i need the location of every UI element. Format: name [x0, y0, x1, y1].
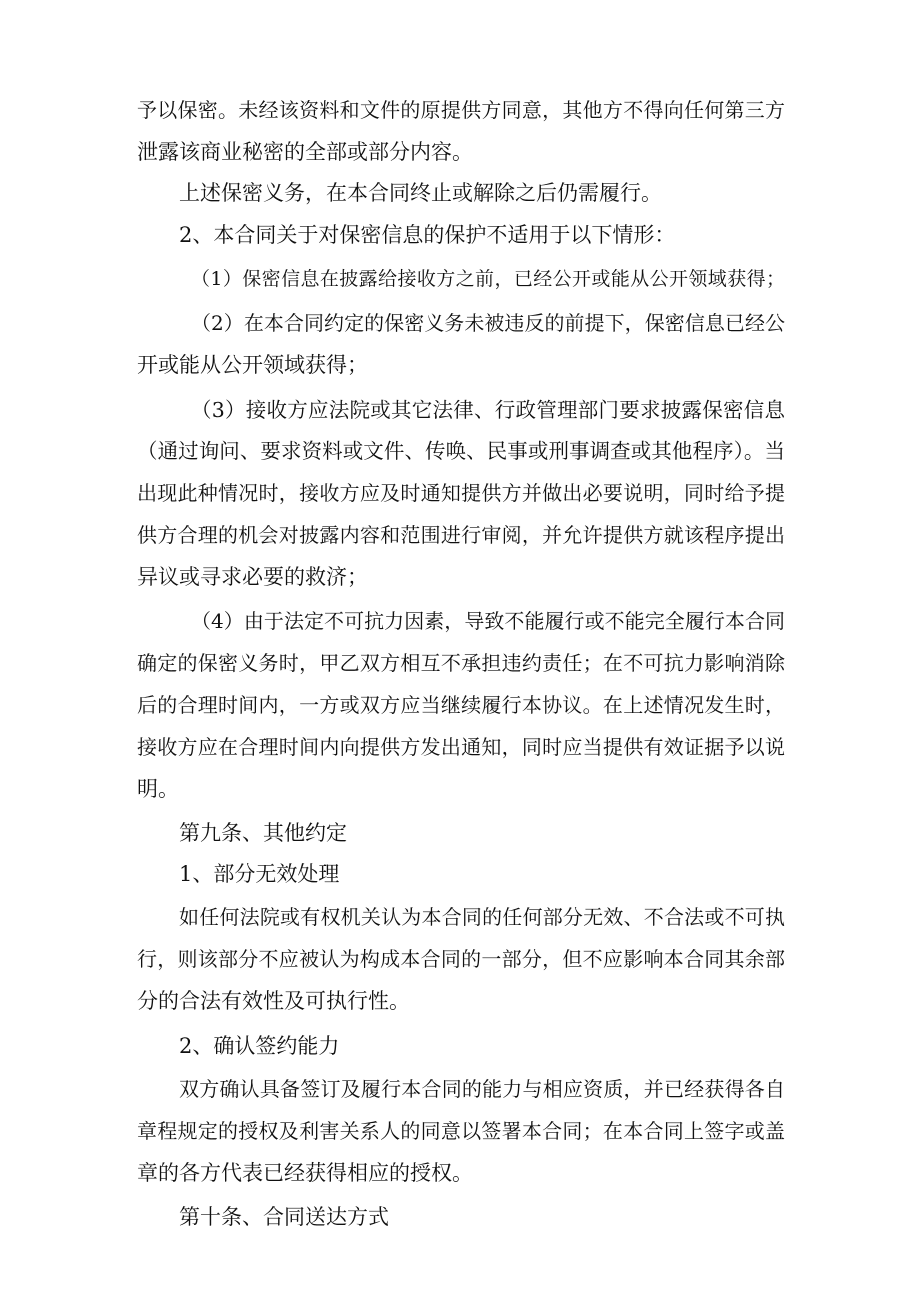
list-item: （4）由于法定不可抗力因素，导致不能履行或不能完全履行本合同 — [191, 609, 785, 633]
clause-heading: 1、部分无效处理 — [179, 862, 340, 886]
paragraph-line: 后的合理时间内，一方或双方应当继续履行本协议。在上述情况发生时， — [137, 693, 785, 717]
paragraph-line: 行，则该部分不应被认为构成本合同的一部分，但不应影响本合同其余部 — [137, 947, 785, 971]
paragraph-line: 予以保密。未经该资料和文件的原提供方同意，其他方不得向任何第三方 — [137, 98, 785, 122]
paragraph-line: 双方确认具备签订及履行本合同的能力与相应资质，并已经获得各自 — [179, 1077, 785, 1101]
paragraph-line: 上述保密义务，在本合同终止或解除之后仍需履行。 — [179, 181, 662, 205]
paragraph-line: 异议或寻求必要的救济； — [137, 565, 368, 589]
paragraph-line: 开或能从公开领域获得； — [137, 353, 368, 377]
paragraph-line: （通过询问、要求资料或文件、传唤、民事或刑事调查或其他程序）。当 — [137, 439, 785, 463]
article-heading: 第十条、合同送达方式 — [179, 1205, 389, 1229]
paragraph-line: 明。 — [137, 777, 179, 801]
paragraph-line: 章程规定的授权及利害关系人的同意以签署本合同；在本合同上签字或盖 — [137, 1119, 785, 1143]
paragraph-line: 确定的保密义务时，甲乙双方相互不承担违约责任；在不可抗力影响消除 — [137, 651, 785, 675]
paragraph-line: 如任何法院或有权机关认为本合同的任何部分无效、不合法或不可执 — [179, 905, 785, 929]
clause-heading: 2、本合同关于对保密信息的保护不适用于以下情形： — [179, 223, 676, 247]
list-item: （1）保密信息在披露给接收方之前，已经公开或能从公开领域获得； — [191, 268, 785, 290]
paragraph-line: 接收方应在合理时间内向提供方发出通知，同时应当提供有效证据予以说 — [137, 735, 785, 759]
list-item: （3）接收方应法院或其它法律、行政管理部门要求披露保密信息 — [191, 398, 785, 422]
paragraph-line: 供方合理的机会对披露内容和范围进行审阅，并允许提供方就该程序提出 — [137, 523, 785, 547]
list-item: （2）在本合同约定的保密义务未被违反的前提下，保密信息已经公 — [191, 311, 785, 335]
paragraph-line: 出现此种情况时，接收方应及时通知提供方并做出必要说明，同时给予提 — [137, 481, 785, 505]
paragraph-line: 章的各方代表已经获得相应的授权。 — [137, 1161, 473, 1185]
article-heading: 第九条、其他约定 — [179, 821, 347, 845]
paragraph-line: 分的合法有效性及可执行性。 — [137, 989, 410, 1013]
clause-heading: 2、确认签约能力 — [179, 1034, 340, 1058]
paragraph-line: 泄露该商业秘密的全部或部分内容。 — [137, 140, 473, 164]
